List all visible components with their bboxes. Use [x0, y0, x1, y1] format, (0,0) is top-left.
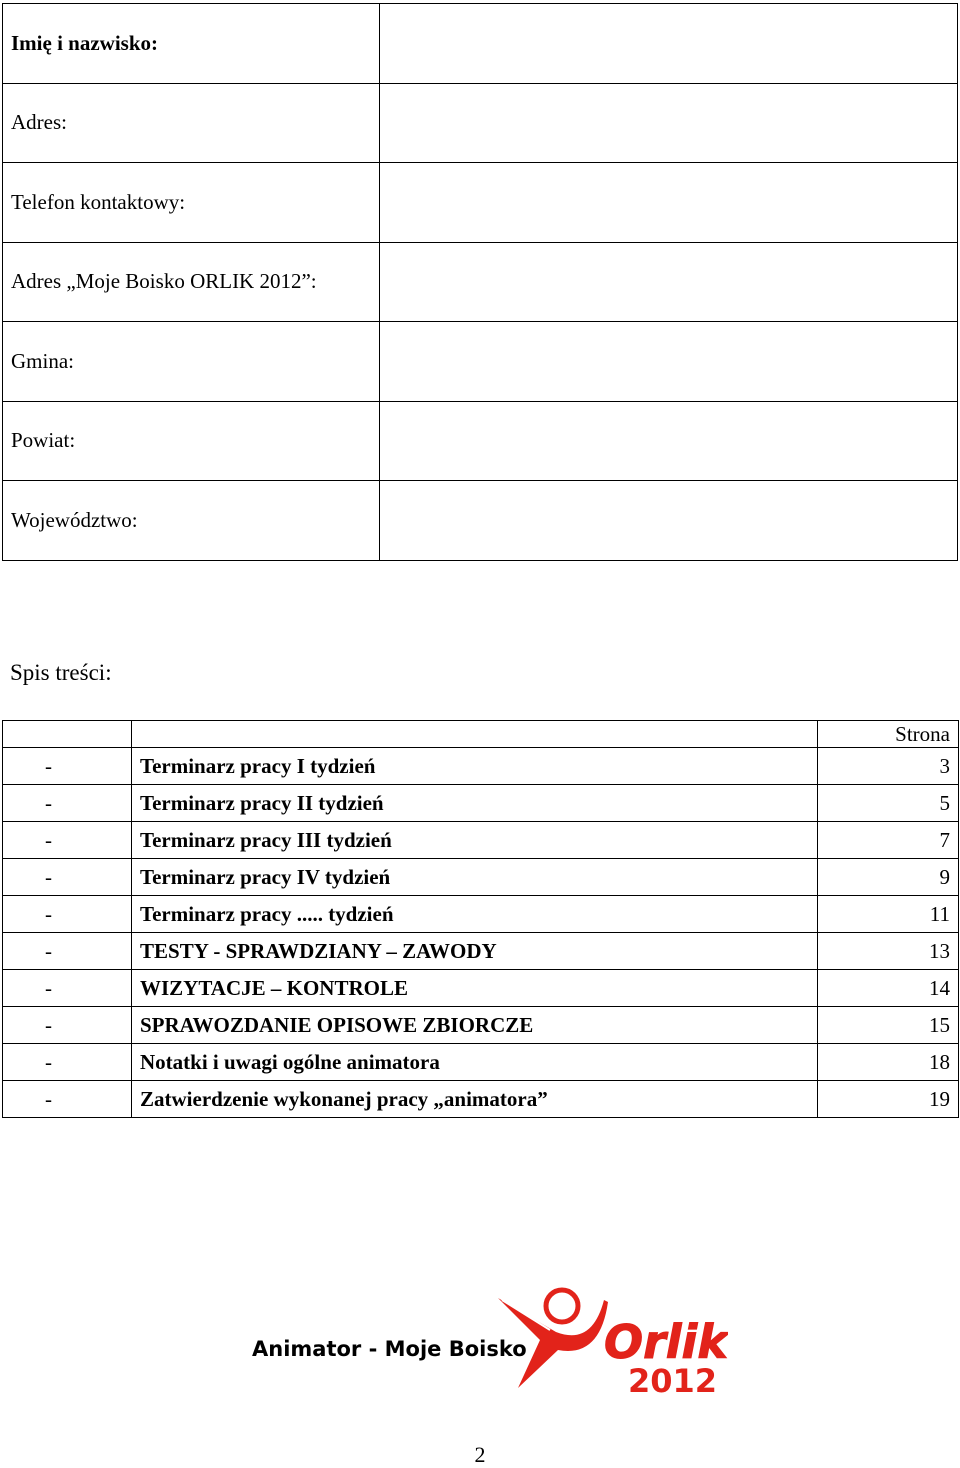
toc-dash: -	[3, 822, 132, 859]
toc-row[interactable]	[3, 933, 959, 970]
toc-entry-page: 13	[818, 933, 959, 970]
info-row-gmina	[3, 322, 958, 402]
toc-entry-title: SPRAWOZDANIE OPISOWE ZBIORCZE	[132, 1007, 818, 1044]
info-label-phone: Telefon kontaktowy:	[3, 163, 380, 243]
page-number: 2	[474, 1442, 486, 1467]
toc-row[interactable]	[3, 896, 959, 933]
info-value-wojewodztwo[interactable]	[380, 481, 958, 561]
toc-entry-page: 15	[818, 1007, 959, 1044]
logo-swoosh	[498, 1298, 608, 1388]
toc-entry-title: Zatwierdzenie wykonanej pracy „animatora”	[132, 1081, 818, 1118]
toc-page-column-header: Strona	[818, 721, 959, 748]
toc-header-row	[3, 721, 959, 748]
personal-info-table	[2, 3, 958, 561]
logo-year: 2012	[628, 1362, 718, 1400]
footer-brand-text: Animator - Moje Boisko	[252, 1337, 527, 1361]
toc-dash: -	[3, 1007, 132, 1044]
toc-entry-page: 11	[818, 896, 959, 933]
toc-dash: -	[3, 970, 132, 1007]
toc-row[interactable]	[3, 1081, 959, 1118]
toc-header-blank-title	[132, 721, 818, 748]
toc-row[interactable]	[3, 822, 959, 859]
toc-entry-page: 14	[818, 970, 959, 1007]
toc-row[interactable]	[3, 970, 959, 1007]
info-value-name[interactable]	[380, 4, 958, 84]
toc-dash: -	[3, 933, 132, 970]
info-label-wojewodztwo: Województwo:	[3, 481, 380, 561]
toc-dash: -	[3, 1044, 132, 1081]
toc-entry-title: Terminarz pracy III tydzień	[132, 822, 818, 859]
toc-dash: -	[3, 859, 132, 896]
toc-entry-page: 3	[818, 748, 959, 785]
info-value-address[interactable]	[380, 83, 958, 163]
toc-entry-title: Terminarz pracy I tydzień	[132, 748, 818, 785]
info-label-address: Adres:	[3, 83, 380, 163]
toc-entry-page: 5	[818, 785, 959, 822]
logo-word: Orlik	[604, 1315, 728, 1369]
toc-entry-page: 9	[818, 859, 959, 896]
info-label-orlik-address: Adres „Moje Boisko ORLIK 2012”:	[3, 242, 380, 322]
info-label-name: Imię i nazwisko:	[3, 4, 380, 84]
toc-entry-title: Terminarz pracy ..... tydzień	[132, 896, 818, 933]
toc-entry-title: Terminarz pracy IV tydzień	[132, 859, 818, 896]
info-row-orlik-address	[3, 242, 958, 322]
toc-dash: -	[3, 785, 132, 822]
toc-entry-title: TESTY - SPRAWDZIANY – ZAWODY	[132, 933, 818, 970]
toc-entry-title: WIZYTACJE – KONTROLE	[132, 970, 818, 1007]
toc-table	[2, 720, 959, 1118]
info-row-wojewodztwo	[3, 481, 958, 561]
info-value-powiat[interactable]	[380, 401, 958, 481]
toc-entry-title: Notatki i uwagi ogólne animatora	[132, 1044, 818, 1081]
info-row-address	[3, 83, 958, 163]
info-label-powiat: Powiat:	[3, 401, 380, 481]
toc-entry-page: 7	[818, 822, 959, 859]
info-label-gmina: Gmina:	[3, 322, 380, 402]
toc-entry-title: Terminarz pracy II tydzień	[132, 785, 818, 822]
toc-entry-page: 18	[818, 1044, 959, 1081]
info-row-powiat	[3, 401, 958, 481]
info-row-name	[3, 4, 958, 84]
toc-row[interactable]	[3, 748, 959, 785]
toc-row[interactable]	[3, 1007, 959, 1044]
toc-header-blank	[3, 721, 132, 748]
toc-dash: -	[3, 896, 132, 933]
toc-row[interactable]	[3, 785, 959, 822]
info-row-phone	[3, 163, 958, 243]
toc-row[interactable]	[3, 1044, 959, 1081]
logo-figure-head	[546, 1290, 578, 1322]
orlik-2012-logo	[496, 1280, 728, 1400]
info-value-phone[interactable]	[380, 163, 958, 243]
toc-dash: -	[3, 748, 132, 785]
toc-row[interactable]	[3, 859, 959, 896]
info-value-orlik-address[interactable]	[380, 242, 958, 322]
toc-heading: Spis treści:	[10, 660, 112, 685]
info-value-gmina[interactable]	[380, 322, 958, 402]
toc-dash: -	[3, 1081, 132, 1118]
toc-entry-page: 19	[818, 1081, 959, 1118]
